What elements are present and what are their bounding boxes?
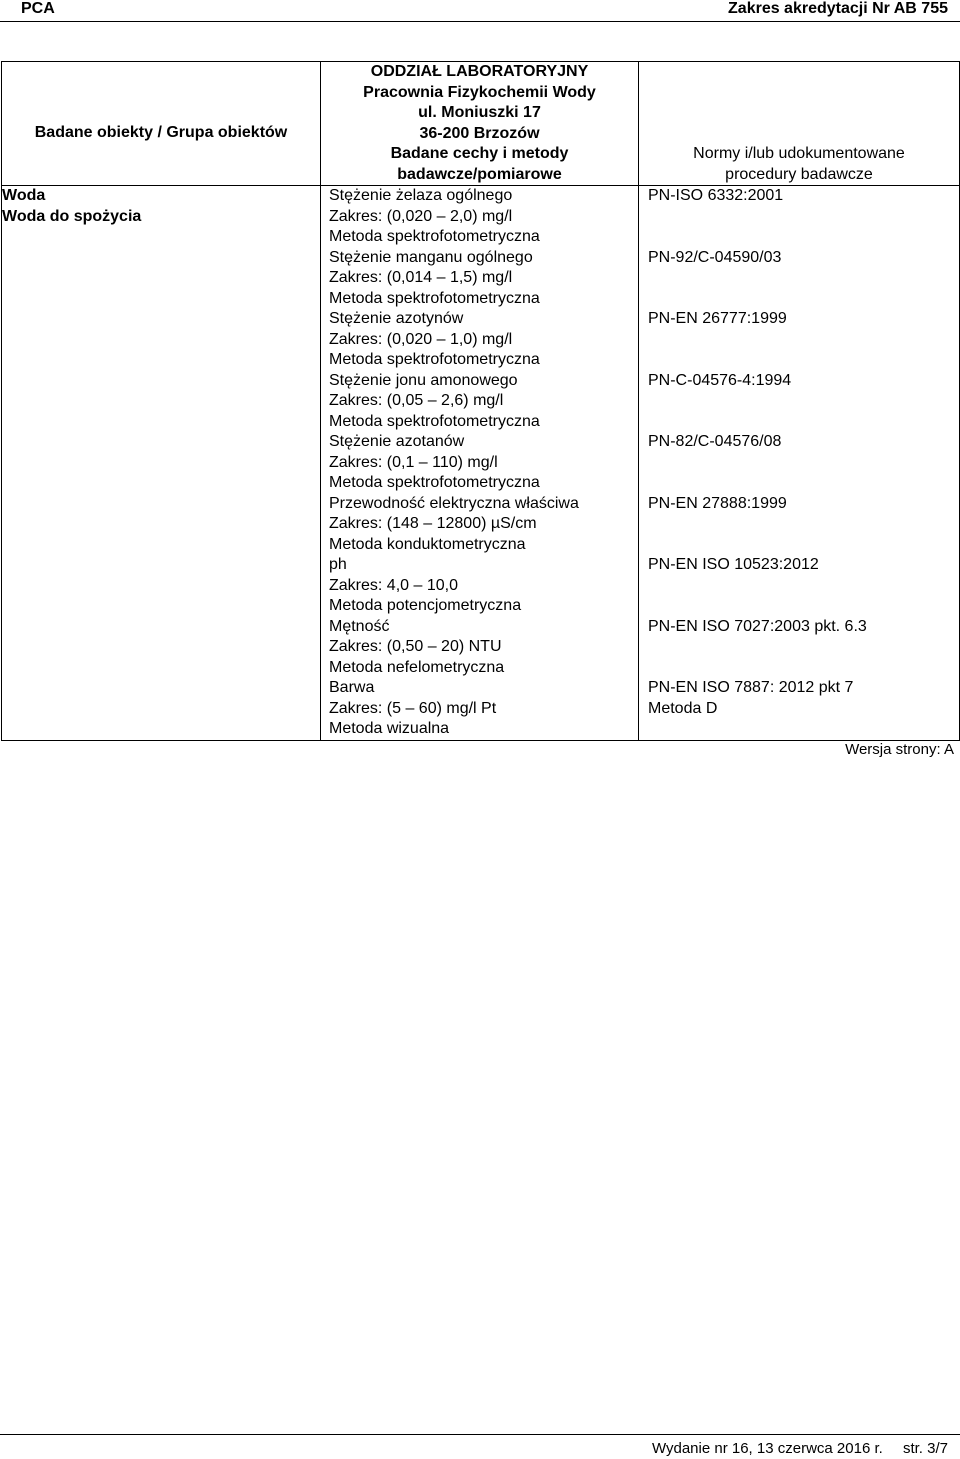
test-feature: Przewodność elektryczna właściwa bbox=[329, 494, 579, 512]
norm-reference: PN-EN ISO 7027:2003 pkt. 6.3 bbox=[648, 617, 867, 635]
test-method: Metoda spektrofotometryczna bbox=[329, 412, 540, 430]
norm-reference: PN-82/C-04576/08 bbox=[648, 433, 782, 450]
features-header-line-2: badawcze/pomiarowe bbox=[397, 165, 562, 183]
test-method: Metoda konduktometryczna bbox=[329, 535, 526, 553]
test-method: Metoda spektrofotometryczna bbox=[329, 474, 540, 491]
footer-rule bbox=[0, 1434, 960, 1435]
test-feature: Stężenie żelaza ogólnego bbox=[329, 187, 513, 204]
edition-info: Wydanie nr 16, 13 czerwca 2016 r. bbox=[651, 1440, 883, 1457]
norm-item bbox=[639, 678, 959, 740]
test-method: Metoda potencjometryczna bbox=[329, 597, 522, 614]
test-range: Zakres: (0,014 – 1,5) mg/l bbox=[329, 269, 513, 286]
test-feature: Stężenie azotanów bbox=[329, 433, 465, 450]
norm-reference: PN-ISO 6332:2001 bbox=[648, 187, 784, 204]
objects-column-header: Badane obiekty / Grupa obiektów bbox=[2, 62, 321, 186]
test-feature: Stężenie manganu ogólnego bbox=[329, 248, 533, 266]
test-range: Zakres: (5 – 60) mg/l Pt bbox=[329, 699, 497, 717]
lab-street: ul. Moniuszki 17 bbox=[418, 104, 541, 121]
test-range: Zakres: (0,50 – 20) NTU bbox=[329, 638, 502, 655]
test-method: Metoda nefelometryczna bbox=[329, 658, 505, 676]
norms-header-line-1: Normy i/lub udokumentowane bbox=[693, 145, 905, 162]
norm-item bbox=[639, 494, 959, 556]
features-column-header bbox=[321, 62, 639, 186]
norm-reference: PN-92/C-04590/03 bbox=[648, 248, 782, 266]
norms-cell bbox=[639, 186, 960, 741]
test-range: Zakres: 4,0 – 10,0 bbox=[329, 576, 458, 594]
norm-item bbox=[639, 186, 959, 248]
norm-reference: PN-C-04576-4:1994 bbox=[648, 371, 792, 389]
norm-reference: Metoda D bbox=[648, 699, 718, 717]
test-feature: Stężenie jonu amonowego bbox=[329, 371, 518, 389]
test-item bbox=[321, 494, 638, 556]
objects-cell bbox=[2, 186, 321, 741]
lab-city: 36-200 Brzozów bbox=[419, 124, 540, 142]
norm-item bbox=[639, 432, 959, 494]
norm-reference: PN-EN ISO 7887: 2012 pkt 7 bbox=[648, 679, 854, 696]
header-rule bbox=[0, 21, 960, 22]
header-title: Zakres akredytacji Nr AB 755 bbox=[728, 0, 948, 17]
lab-unit: Pracownia Fizykochemii Wody bbox=[363, 83, 596, 101]
norms-column-header bbox=[639, 62, 960, 186]
test-method: Metoda spektrofotometryczna bbox=[329, 289, 540, 307]
test-range: Zakres: (0,020 – 2,0) mg/l bbox=[329, 207, 513, 225]
test-feature: ph bbox=[329, 556, 347, 573]
page-number: str. 3/7 bbox=[902, 1440, 948, 1457]
test-method: Metoda spektrofotometryczna bbox=[329, 351, 540, 368]
features-header-line-1: Badane cechy i metody bbox=[390, 145, 569, 162]
test-feature: Barwa bbox=[329, 679, 375, 696]
test-method: Metoda wizualna bbox=[329, 720, 450, 737]
features-cell bbox=[321, 186, 639, 741]
norm-item bbox=[639, 555, 959, 617]
norm-reference: PN-EN 26777:1999 bbox=[648, 310, 787, 327]
table-body-row bbox=[2, 186, 960, 741]
page-version: Wersja strony: A bbox=[845, 741, 954, 758]
test-range: Zakres: (0,05 – 2,6) mg/l bbox=[329, 392, 504, 409]
test-item bbox=[321, 371, 638, 433]
norm-reference: PN-EN ISO 10523:2012 bbox=[648, 556, 819, 573]
test-range: Zakres: (0,020 – 1,0) mg/l bbox=[329, 330, 513, 348]
table-header-row bbox=[2, 62, 960, 186]
norm-item bbox=[639, 309, 959, 371]
test-item bbox=[321, 186, 638, 248]
test-feature: Mętność bbox=[329, 617, 390, 635]
test-item bbox=[321, 555, 638, 617]
test-item bbox=[321, 432, 638, 494]
norm-item bbox=[639, 371, 959, 433]
test-item bbox=[321, 617, 638, 679]
lab-name: ODDZIAŁ LABORATORYJNY bbox=[370, 63, 589, 80]
norm-item bbox=[639, 617, 959, 679]
norms-header-line-2: procedury badawcze bbox=[725, 165, 873, 183]
object-name: Woda bbox=[2, 187, 46, 204]
norm-reference: PN-EN 27888:1999 bbox=[648, 494, 787, 512]
test-item bbox=[321, 678, 638, 740]
test-range: Zakres: (148 – 12800) µS/cm bbox=[329, 515, 537, 532]
test-item bbox=[321, 309, 638, 371]
footer bbox=[636, 1440, 948, 1458]
accreditation-table bbox=[1, 61, 960, 741]
test-item bbox=[321, 248, 638, 310]
test-range: Zakres: (0,1 – 110) mg/l bbox=[329, 453, 498, 471]
object-group: Woda do spożycia bbox=[2, 207, 142, 225]
test-feature: Stężenie azotynów bbox=[329, 310, 464, 327]
test-method: Metoda spektrofotometryczna bbox=[329, 228, 540, 245]
header-org: PCA bbox=[21, 0, 55, 17]
norm-item bbox=[639, 248, 959, 310]
